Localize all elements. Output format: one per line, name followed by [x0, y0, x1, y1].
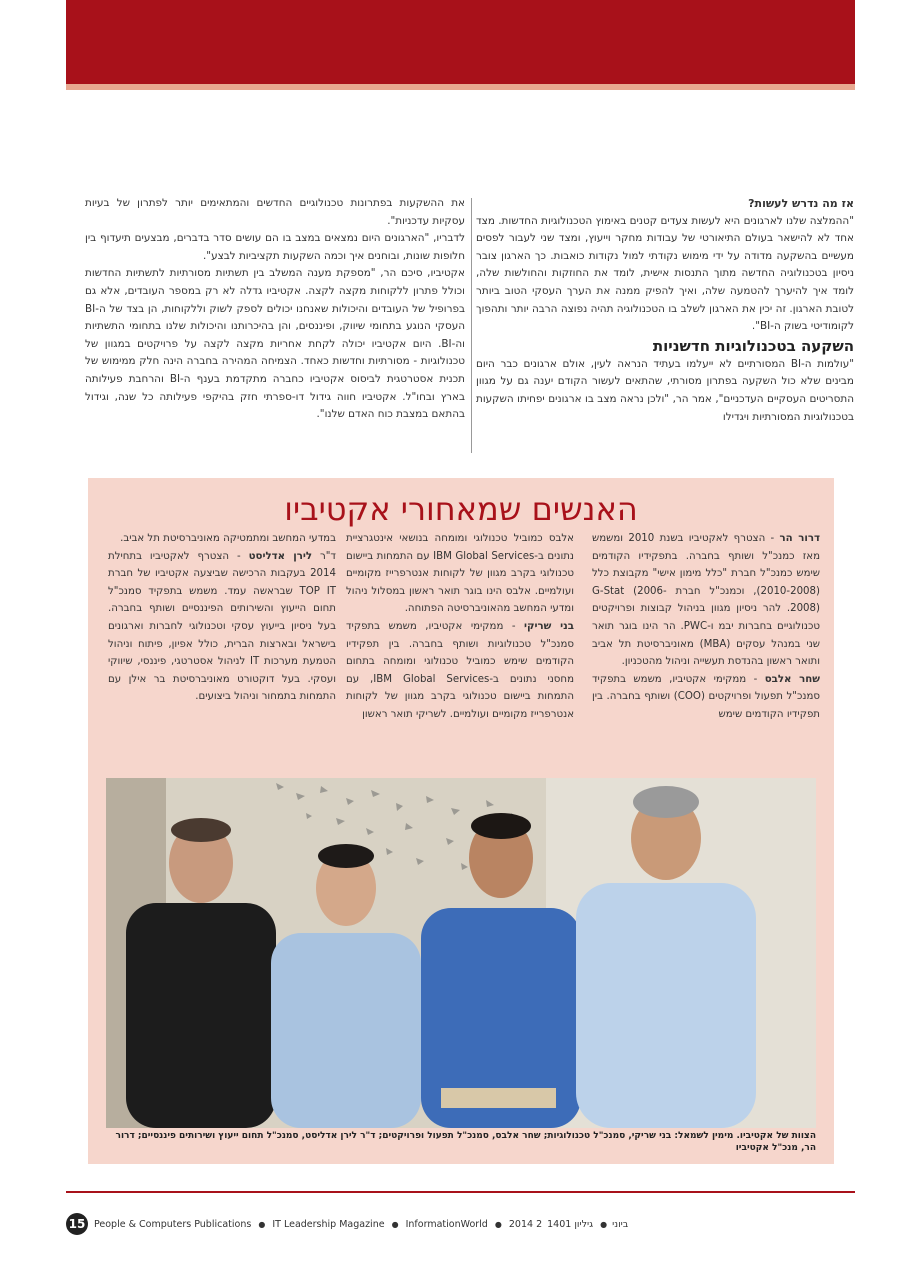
- person-name: שחר אלבס: [764, 673, 821, 685]
- bio-text: - הצטרף לאקטיביו בתחילת 2014 בעקבות הרכישה שביצעה אקטיביו של חברת TOP IT שבראשה עמד. משמש בתפקיד סמנכ"ל תחום הייעוץ והשירותים הפיננסיים ושותף בחברה. בעל ניסיון בייעוץ עסקי וטכנולוגי לחברות וארגונים בישראל ובארצות הברית, כולל אפיון, פיתוח וניהול הטמעת מערכות IT לניהול אסטרטגי, פיננסי, שיווקי ועסקי. בעל דוקטורט מאוניברסיטת בר אילן עם התמחות בתמחור וניהול ביצועים.: [108, 550, 336, 703]
- paragraph: לדבריו, "הארגונים היום נמצאים במצב בו הם עושים סדר בדברים, מבצעים תיעדוף בין חלופות שונות, ובוחנים איך וכמה השקעות תקציביות לבצע".: [85, 232, 465, 262]
- paragraph: "ההמלצה שלנו לארגונים היא לעשות צעדים קטנים באימוץ הטכנולוגיות החדשות. מצד אחד לא להישאר בעולם התיאורטי של עבודות מחקר וייעוץ, ומצד שני לעבור לפסים מעשיים בהשקעה מדודה על ידי מימוש נקודתי למול נקודות כואבות. כך הארגון צובר ניסיון בטכנולוגיה החדשה מתוך התנסות אישית, לומד את החוזקות והחולשות שלה, לומד איך להיערך להטמעה שלה, ואיך להפיק ממנה את הערך העסקי הטוב ביותר לטובת הארגון. זה יכין את הארגון לשלב בו הטכנולוגיה תהיה נפוצה הרבה יותר ותהפוך לקומודיטי בשוק ה-BI".: [476, 214, 854, 333]
- team-photo-illustration: [106, 778, 816, 1128]
- bio-paragraph: [592, 530, 820, 671]
- issue-date: 2014 2 ביוני: [508, 1218, 629, 1230]
- section-heading: השקעה בטכנולוגיות חדשניות: [652, 336, 854, 355]
- bio-text: - ממקימי אקטיביו, משמש בתפקיד סמנכ"ל תפעול ופרויקטים (COO) ושותף בחברה. בין תפקידיו הקודמים שימש: [592, 673, 820, 720]
- bio-text: במדעי המחשב ומתמטיקה מאוניברסיטת תל אביב.: [120, 533, 336, 544]
- article-column-left: [85, 195, 465, 424]
- bullet-separator: ●: [600, 1219, 608, 1229]
- sidebar-column-3: [108, 530, 336, 706]
- paragraph: את ההשקעות בפתרונות טכנולוגיים החדשים והמתאימים יותר לפתרון של בעיות עסקיות עדכניות".: [85, 197, 465, 227]
- magazine-name: IT Leadership Magazine: [272, 1218, 385, 1230]
- footer-rule: [66, 1191, 855, 1193]
- column-divider: [471, 198, 472, 453]
- magazine-name: InformationWorld: [405, 1218, 488, 1230]
- photo-caption: הצוות של אקטיביו. מימין לשמאל: בני שריקי, סמנכ"ל טכנולוגיות; שחר אלבס, סמנכ"ל תפעול ופרויקטים; ד"ר לירן אדליסט, סמנכ"ל תחום ייעוץ ושירותים פיננסיים; דרור הר, מנכ"ל אקטיביו: [115, 1131, 816, 1153]
- paragraph: אקטיביו, סיכם הר, "מספקת מענה המשלב בין תשתיות מסורתיות לתשתיות החדשות וכולל פתרון ללקוחות מקצה לקצה. אקטיביו גדלה לא רק במספר העובדים, אלא גם בפרופיל של העובדים והיכולות שאנחנו יכולים לספק לשוק וללקוחות, הן בצד של ה-BI העסקי הנוגע בתחומי שיווק, ופיננסים, והן בהיכרותנו והיכולות שלנו בתחומי התשתיות וה-BI. היום אקטיביו יכולה לקחת אחריות מקצה לקצה על פרויקטים במגוון של טכנולוגיות - מסורתיות וחדשות כאחד. הצמיחה המהירה בחברה הינה חלק ממימוש של תכנית אסטרטגית לביסוס אקטיביו כחברה מתקדמת בענף ה-BI והרחבת פעילותה בארץ ובחו"ל. אקטיביו חווה גידול דו-ספרתי חזק בהיקפי פעילותה כל שנה, וגידול בהתאם במצבת כוח האדם שלנו".: [85, 267, 465, 421]
- page-footer: [66, 1212, 666, 1236]
- people-sidebar-box: [88, 478, 834, 1164]
- bio-paragraph: [346, 618, 574, 724]
- title-prefix: ד"ר: [312, 550, 336, 562]
- subheading-question: אז מה נדרש לעשות?: [748, 197, 854, 210]
- paragraph: "עולמות ה-BI המסורתיים לא ייעלמו בעתיד הנראה לעין, אולם ארגונים כבר היום מבינים שלא כול השקעה בפתרון מסורתי, שהתאים לעשור הקודם יענה גם על מגוון התסריטים העסקיים העדכניים", אמר הר, "ולכן נראה מצב בו ארגונים יפחיתו השקעות בטכנולוגיות המסורתיות ויגדילו: [476, 357, 854, 423]
- footer-publications: [92, 1219, 630, 1230]
- person-name: בני שריקי: [524, 620, 574, 632]
- page-number: 15: [66, 1213, 88, 1235]
- bio-text: - ממקימי אקטיביו, משמש בתפקיד סמנכ"ל טכנולוגיות ושותף בחברה. בין תפקידיו הקודמים שימש כמוביל טכנולוגי ומומחה בתחום מחסני נתונים ב-IBM Global Services, עם התמחות ביישום טכנולוגי בקרב מגוון של לקוחות אנטרפרייז מקומיים ועולמיים. לשריקי תואר ראשון: [346, 620, 574, 720]
- person-name: לירן אדליסט: [248, 550, 313, 562]
- bio-paragraph: [592, 671, 820, 724]
- bio-paragraph: [108, 548, 336, 706]
- bullet-separator: ●: [391, 1219, 399, 1229]
- issue-number: גיליון 1401: [547, 1218, 594, 1230]
- publisher-name: People & Computers Publications: [94, 1218, 252, 1230]
- article-column-right: [476, 195, 854, 426]
- bio-text: - הצטרף לאקטיביו בשנת 2010 ומשמש מאז כמנכ"ל ושותף בחברה. בתפקידיו הקודמים שימש כמנכ"ל חברת "כלל מימון אישי" מקבוצת כלל (2010-2008), וכמנכ"ל חברת G-Stat (2006-2008). להר ניסיון מגוון בניהול קבוצות ופרויקטים טכנולוגיים בחברות יבמ ו-PWC. הר הינו בוגר תואר שני במנהל עסקים (MBA) מאוניברסיטת תל אביב ותואר ראשון בהנדסת תעשייה וניהול מהטכניון.: [592, 533, 820, 668]
- sidebar-column-2: [346, 530, 574, 724]
- sidebar-title: האנשים שמאחורי אקטיביו: [284, 490, 638, 528]
- header-accent-strip: [66, 84, 855, 90]
- bullet-separator: ●: [258, 1219, 266, 1229]
- header-red-band: [66, 0, 855, 84]
- sidebar-column-1: [592, 530, 820, 724]
- person-name: דרור הר: [779, 533, 820, 544]
- team-photo: [106, 778, 816, 1128]
- bio-text: אלבס כמוביל טכנולוגי ומומחה בנושאי אינטגרציית נתונים ב-IBM Global Services עם התמחות ביישום טכנולוגי בקרב מגוון של לקוחות אנטרפרייז מקומיים ועולמיים. אלבס הינו בוגר תואר ראשון במסלול ניהול ומדעי המחשב מהאוניברסיטה הפתוחה.: [346, 533, 574, 615]
- bullet-separator: ●: [494, 1219, 502, 1229]
